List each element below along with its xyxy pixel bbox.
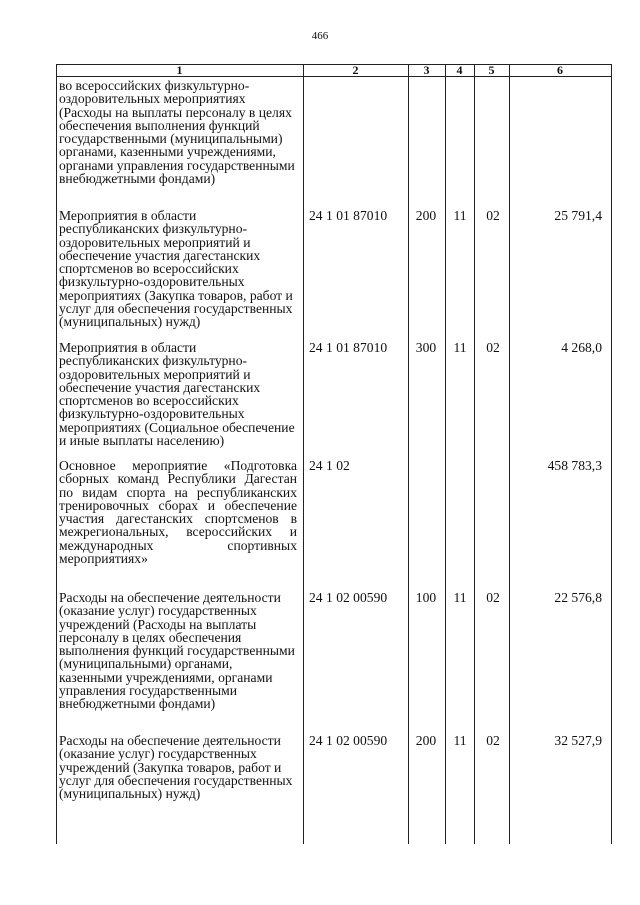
row-vr: 200: [415, 208, 437, 223]
row-sum: 32 527,9: [554, 733, 602, 748]
row-pr: 02: [486, 208, 500, 223]
row-sum: 22 576,8: [554, 590, 602, 605]
column-divider: [445, 64, 446, 844]
header-col-2: 2: [352, 63, 359, 77]
budget-table: [56, 64, 612, 844]
row-sum: 25 791,4: [554, 208, 602, 223]
row-code: 24 1 01 87010: [309, 340, 388, 355]
row-code: 24 1 02: [309, 458, 350, 473]
header-col-1: 1: [176, 63, 183, 77]
row-rz: 11: [453, 340, 467, 355]
row-rz: 11: [453, 208, 467, 223]
row-name: Расходы на обеспечение деятельности (оказание услуг) государственных учреждений (Расходы на выплаты персоналу в целях обеспечения выполнения функций государственными (муниципальными) органами, казенными учреждениями, органами управления государственными внебюджетными фондами): [59, 590, 295, 712]
row-code: 24 1 01 87010: [309, 208, 388, 223]
row-pr: 02: [486, 340, 500, 355]
column-divider: [474, 64, 475, 844]
row-sum: 4 268,0: [561, 340, 602, 355]
column-divider: [509, 64, 510, 844]
row-name: Мероприятия в области республиканских физкультурно-оздоровительных мероприятий и обеспечение участия дагестанских спортсменов во всероссийских физкультурно-оздоровительных мероприятиях (Закупка товаров, работ и услуг для обеспечения государственных (муниципальных) нужд): [59, 208, 293, 330]
row-vr: 200: [415, 733, 437, 748]
header-col-5: 5: [488, 63, 495, 77]
row-rz: 11: [453, 733, 467, 748]
header-col-4: 4: [456, 63, 463, 77]
table-header-rule: [56, 76, 612, 77]
header-col-3: 3: [423, 63, 430, 77]
column-divider: [408, 64, 409, 844]
column-divider: [56, 64, 57, 844]
page-number: 466: [311, 30, 329, 42]
column-divider: [303, 64, 304, 844]
row-name: Мероприятия в области республиканских физкультурно-оздоровительных мероприятий и обеспечение участия дагестанских спортсменов во всероссийских физкультурно-оздоровительных мероприятиях (Социальное обеспечение и иные выплаты населению): [59, 340, 295, 449]
row-vr: 300: [415, 340, 437, 355]
row-sum: 458 783,3: [547, 458, 602, 473]
header-col-6: 6: [557, 63, 563, 77]
row-name: Основное мероприятие «Подготовка сборных команд Республики Дагестан по видам спорта на республиканских тренировочных сборах и обеспечение участия дагестанских спортсменов в межрегиональных, всероссийских и международных спортивных мероприятиях»: [59, 458, 297, 567]
column-divider: [611, 64, 612, 844]
row-pr: 02: [486, 590, 500, 605]
row-name: Расходы на обеспечение деятельности (оказание услуг) государственных учреждений (Закупка товаров, работ и услуг для обеспечения государственных (муниципальных) нужд): [59, 733, 293, 802]
row-code: 24 1 02 00590: [309, 590, 388, 605]
row-code: 24 1 02 00590: [309, 733, 388, 748]
row-name: во всероссийских физкультурно-оздоровительных мероприятиях (Расходы на выплаты персоналу в целях обеспечения выполнения функций государственными (муниципальными) органами, казенными учреждениями, органами управления государственными внебюджетными фондами): [59, 78, 295, 187]
row-pr: 02: [486, 733, 500, 748]
row-vr: 100: [415, 590, 437, 605]
row-rz: 11: [453, 590, 467, 605]
